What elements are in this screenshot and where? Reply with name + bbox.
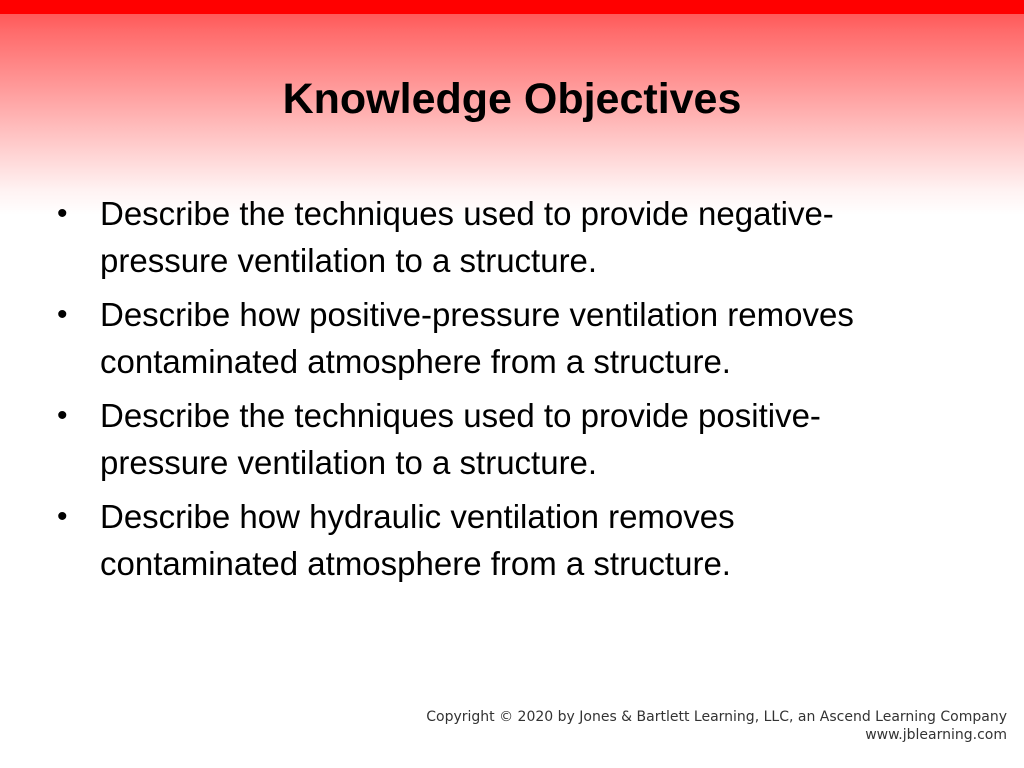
bullet-text: Describe how positive-pressure ventilation removes contaminated atmosphere from a structure. [100, 296, 854, 380]
bullet-dot-icon: • [57, 399, 68, 432]
website-text: www.jblearning.com [865, 727, 1007, 743]
bullet-text: Describe the techniques used to provide positive-pressure ventilation to a structure. [100, 397, 821, 481]
bullet-item [57, 190, 937, 284]
bullet-dot-icon: • [57, 298, 68, 331]
top-accent-bar [0, 0, 1024, 14]
copyright-text: Copyright © 2020 by Jones & Bartlett Learning, LLC, an Ascend Learning Company [426, 709, 1007, 725]
slide-title: Knowledge Objectives [282, 75, 742, 123]
bullet-item [57, 493, 937, 587]
bullet-item [57, 291, 937, 385]
bullet-list [57, 190, 937, 594]
bullet-dot-icon: • [57, 197, 68, 230]
copyright-footer [426, 708, 1007, 744]
bullet-dot-icon: • [57, 500, 68, 533]
bullet-item [57, 392, 937, 486]
bullet-text: Describe how hydraulic ventilation removes contaminated atmosphere from a structure. [100, 498, 735, 582]
bullet-text: Describe the techniques used to provide negative-pressure ventilation to a structure. [100, 195, 834, 279]
